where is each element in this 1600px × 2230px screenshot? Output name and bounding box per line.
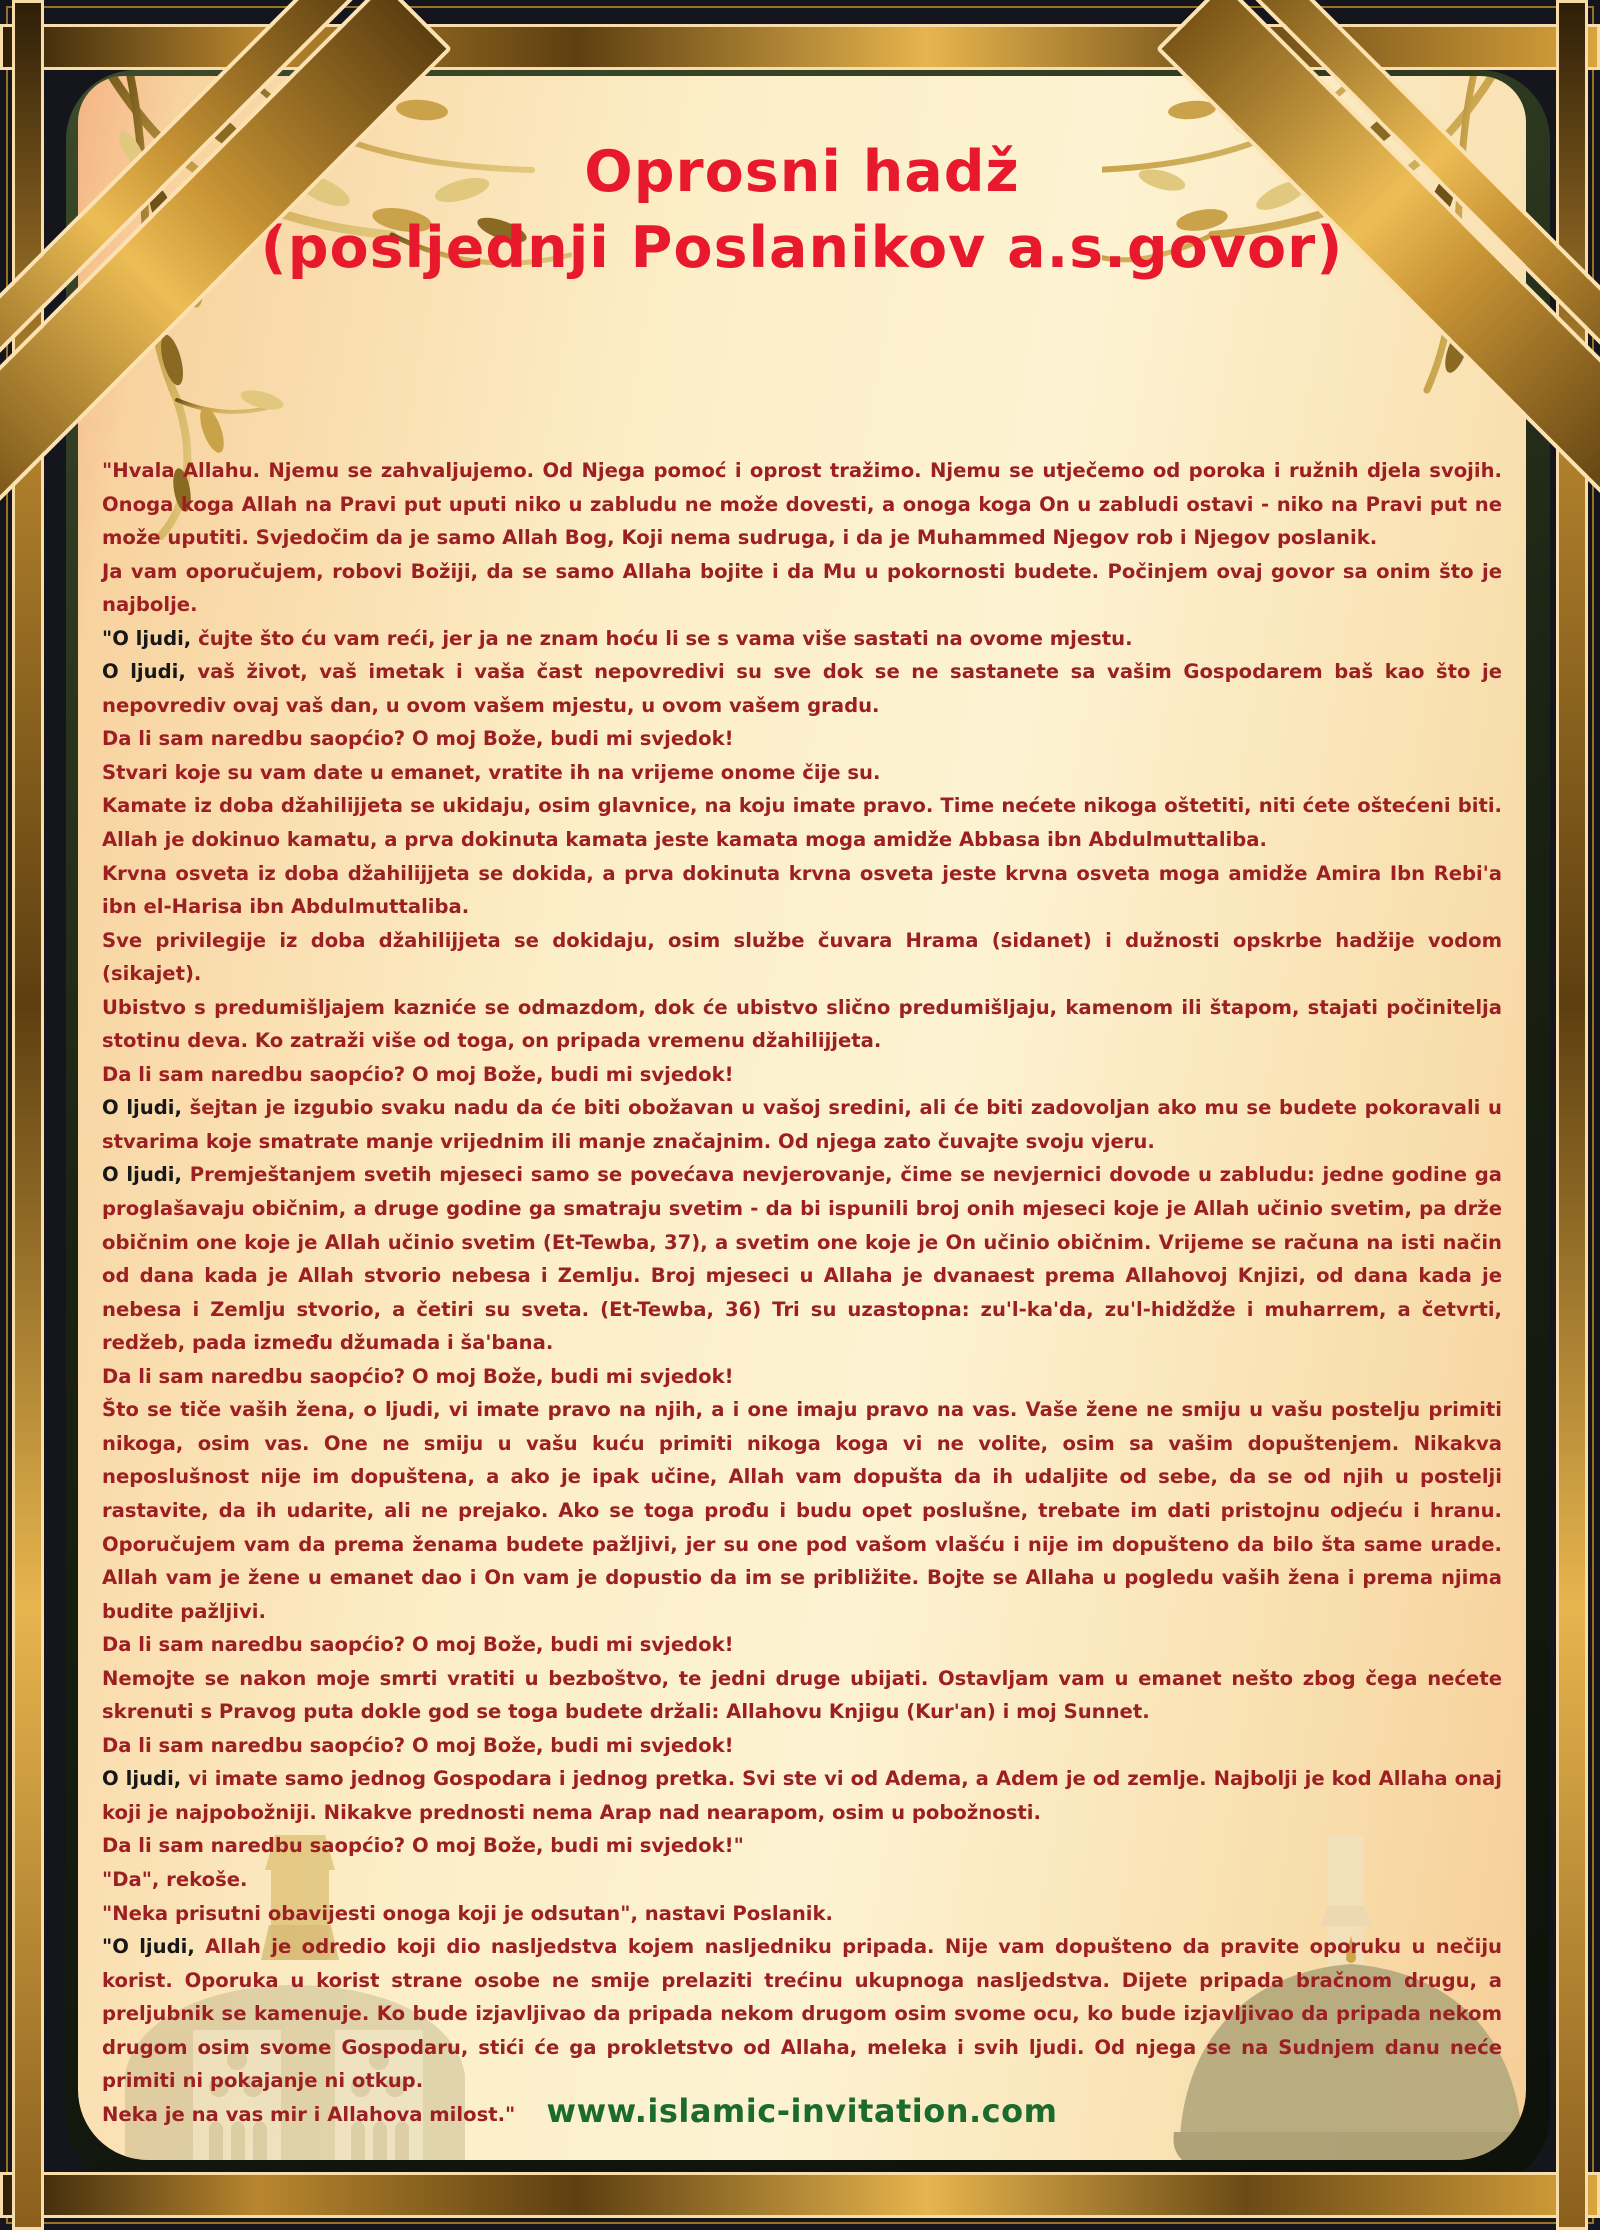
speech-paragraph: Sve privilegije iz doba džahilijjeta se dokidaju, osim službe čuvara Hrama (sidanet) i dužnosti opskrbe hadžije vodom (sikajet).: [102, 928, 1502, 986]
speech-paragraph: Nemojte se nakon moje smrti vratiti u bezboštvo, te jedni druge ubijati. Ostavljam vam u emanet nešto zbog čega nećete skrenuti s Pravog puta dokle god se toga budete držali: Allahovu Knjigu (Kur'an) i moj Sunnet.: [102, 1666, 1502, 1724]
speech-paragraph: Da li sam naredbu saopćio? O moj Bože, budi mi svjedok!: [102, 1364, 734, 1388]
speech-paragraph: "Neka prisutni obavijesti onoga koji je odsutan", nastavi Poslanik.: [102, 1901, 833, 1925]
paragraph-lead: O ljudi,: [102, 1767, 182, 1791]
paragraph-lead: O ljudi,: [102, 660, 186, 684]
speech-paragraph: Neka je na vas mir i Allahova milost.": [102, 2102, 516, 2126]
speech-paragraph: Ubistvo s predumišljajem kazniće se odmazdom, dok će ubistvo slično predumišljaju, kamenom ili štapom, stajati počinitelja stotinu deva. Ko zatraži više od toga, on pripada vremenu džahilijjeta.: [102, 995, 1502, 1053]
speech-paragraph: Da li sam naredbu saopćio? O moj Bože, budi mi svjedok!: [102, 1633, 734, 1657]
speech-paragraph: O ljudi, vaš život, vaš imetak i vaša čast nepovredivi su sve dok se ne sastanete sa vašim Gospodarem baš kao što je nepovrediv ovaj vaš dan, u ovom vašem mjestu, u ovom vašem gradu.: [102, 660, 1502, 717]
speech-paragraph: Da li sam naredbu saopćio? O moj Bože, budi mi svjedok!: [102, 727, 734, 751]
speech-paragraph: Da li sam naredbu saopćio? O moj Bože, budi mi svjedok!": [102, 1834, 744, 1858]
paragraph-lead: O ljudi,: [102, 1163, 182, 1187]
poster-title: Oprosni hadž: [584, 139, 1020, 205]
speech-paragraph: "Da", rekoše.: [102, 1867, 248, 1891]
paragraph-lead: "O ljudi,: [102, 1935, 195, 1959]
speech-text: [102, 454, 1502, 2131]
content-panel: [78, 76, 1526, 2160]
speech-paragraph: Ja vam oporučujem, robovi Božiji, da se samo Allaha bojite i da Mu u pokornosti budete. Počinjem ovaj govor sa onim što je najbolje.: [102, 559, 1502, 617]
speech-paragraph: "O ljudi, čujte što ću vam reći, jer ja ne znam hoću li se s vama više sastati na ovome mjestu.: [102, 626, 1133, 650]
speech-paragraph: Stvari koje su vam date u emanet, vratite ih na vrijeme onome čije su.: [102, 760, 881, 784]
speech-paragraph: O ljudi, vi imate samo jednog Gospodara i jednog pretka. Svi ste vi od Adema, a Adem je od zemlje. Najbolji je kod Allaha onaj koji je najpobožniji. Nikakve prednosti nema Arap nad nearapom, osim u pobožnosti.: [102, 1767, 1502, 1824]
speech-paragraph: Da li sam naredbu saopćio? O moj Bože, budi mi svjedok!: [102, 1062, 734, 1086]
speech-paragraph: O ljudi, šejtan je izgubio svaku nadu da će biti obožavan u vašoj sredini, ali će biti zadovoljan ako mu se budete pokoravali u stvarima koje smatrate manje vrijednim ili manje značajnim. Od njega zato čuvajte svoju vjeru.: [102, 1096, 1502, 1153]
speech-paragraph: O ljudi, Premještanjem svetih mjeseci samo se povećava nevjerovanje, čime se nevjernici dovode u zabludu: jedne godine ga proglašavaju običnim, a druge godine ga smatraju svetim - da bi ispunili broj onih mjeseci koje je Allah učinio svetim, pa drže običnim one koje je Allah učinio svetim (Et-Tewba, 37), a svetim one koje je On učinio običnim. Vrijeme se računa na isti način od dana kada je Allah stvorio nebesa i Zemlju. Broj mjeseci u Allaha je dvanaest prema Allahovoj Knjizi, od dana kada je nebesa i Zemlju stvorio, a četiri su sveta. (Et-Tewba, 36) Tri su uzastopna: zu'l-ka'da, zu'l-hidždže i muharrem, a četvrti, redžeb, pada između džumada i ša'bana.: [102, 1163, 1502, 1355]
speech-paragraph: Što se tiče vaših žena, o ljudi, vi imate pravo na njih, a i one imaju pravo na vas. Vaše žene ne smiju u vašu postelju primiti nikoga, osim vas. One ne smiju u vašu kuću primiti nikoga koga vi ne volite, osim sa vašim dopuštenjem. Nikakva neposlušnost nije im dopuštena, a ako je ipak učine, Allah vam dopušta da ih udaljite od sebe, da se od njih u postelji rastavite, da ih udarite, ali ne prejako. Ako se toga prođu i budu opet poslušne, trebate im dati pristojnu odjeću i hranu. Oporučujem vam da prema ženama budete pažljivi, jer su one pod vašom vlašću i nije im dopušteno da bilo šta same urade. Allah vam je žene u emanet dao i On vam je dopustio da im se približite. Bojte se Allaha u pogledu vaših žena i prema njima budite pažljivi.: [102, 1398, 1502, 1623]
paragraph-lead: O ljudi,: [102, 1096, 182, 1120]
speech-paragraph: Krvna osveta iz doba džahilijjeta se dokida, a prva dokinuta krvna osveta jeste krvna osveta moga amidže Amira Ibn Rebi'a ibn el-Harisa ibn Abdulmuttaliba.: [102, 861, 1502, 919]
speech-paragraph: Kamate iz doba džahilijjeta se ukidaju, osim glavnice, na koju imate pravo. Time nećete nikoga oštetiti, niti ćete oštećeni biti. Allah je dokinuo kamatu, a prva dokinuta kamata jeste kamata moga amidže Abbasa ibn Abdulmuttaliba.: [102, 794, 1502, 852]
speech-paragraph: "O ljudi, Allah je odredio koji dio nasljedstva kojem nasljedniku pripada. Nije vam dopušteno da pravite oporuku u nečiju korist. Oporuka u korist strane osobe ne smije prelaziti trećinu ukupnoga nasljedstva. Dijete pripada bračnom drugu, a preljubnik se kamenuje. Ko bude izjavljivao da pripada nekom drugom osim svome ocu, ko bude izjavljivao da pripada nekom drugom osim svome Gospodaru, stići će ga prokletstvo od Allaha, meleka i svih ljudi. Od njega se na Sudnjem danu neće primiti ni pokajanje ni otkup.: [102, 1935, 1502, 2093]
poster-subtitle: (posljednji Poslanikov a.s.govor): [260, 215, 1344, 281]
speech-paragraph: Da li sam naredbu saopćio? O moj Bože, budi mi svjedok!: [102, 1733, 734, 1757]
paragraph-lead: "O ljudi,: [102, 626, 192, 650]
speech-paragraph: "Hvala Allahu. Njemu se zahvaljujemo. Od Njega pomoć i oprost tražimo. Njemu se utječemo od poroka i ružnih djela svojih. Onoga koga Allah na Pravi put uputi niko u zabludu ne može dovesti, a onoga koga On u zabludi ostavi - niko na Pravi put ne može uputiti. Svjedočim da je samo Allah Bog, Koji nema sudruga, i da je Muhammed Njegov rob i Njegov poslanik.: [102, 459, 1502, 550]
website-url[interactable]: www.islamic-invitation.com: [546, 2092, 1058, 2130]
gold-bar-bottom: [0, 2172, 1600, 2218]
